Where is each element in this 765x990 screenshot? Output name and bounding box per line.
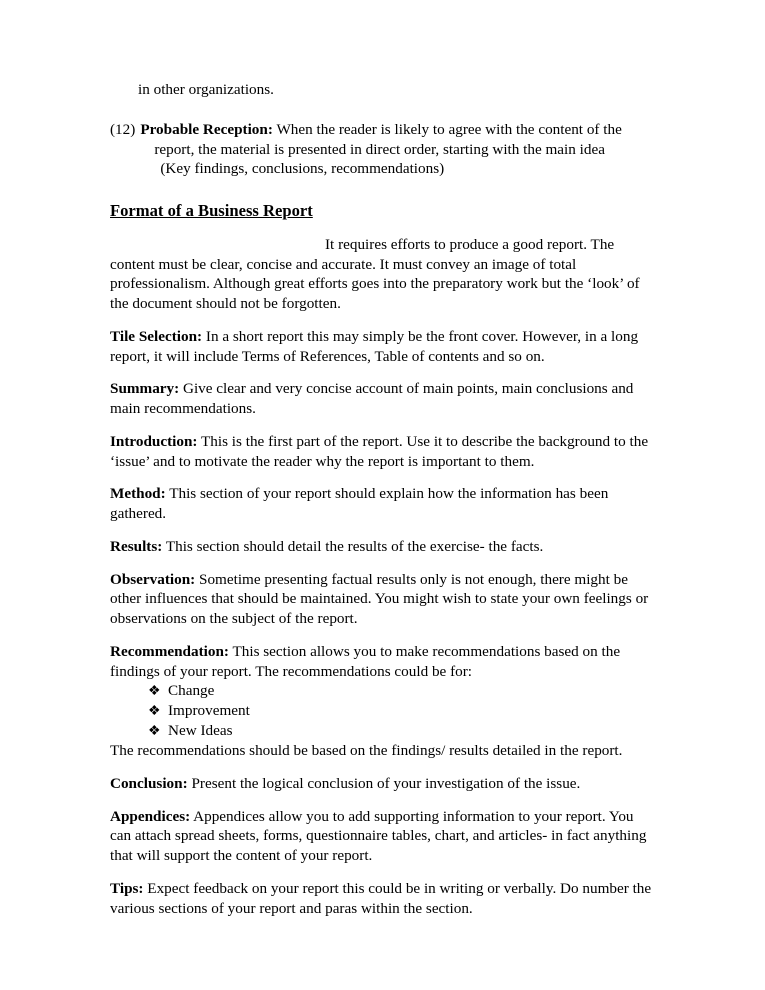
numbered-item-line2: report, the material is presented in direct order, starting with the main idea [154,140,605,158]
entry-text: Appendices allow you to add supporting information to your report. You can attach spread sheets, forms, questionnaire tables, chart, and articles- in fact anything that will support the content of your report. [110,807,647,865]
entry-term: Introduction: [110,432,198,450]
numbered-item-line3: (Key findings, conclusions, recommendations) [160,160,445,178]
entry-term: Method: [110,485,166,503]
entry-text: Sometime presenting factual results only is not enough, there might be other influences that should be maintained. You might wish to state your own feelings or observations on the subject of the report. [110,570,649,628]
entry-text: Give clear and very concise account of main points, main conclusions and main recommendations. [110,380,634,418]
entry-term: Summary: [110,380,180,398]
list-item [148,701,655,721]
list-item-label: New Ideas [168,722,233,740]
entry-term: Appendices: [110,807,191,825]
entry-term: Tile Selection: [110,327,203,345]
list-item-label: Improvement [168,702,250,720]
entry-text: Expect feedback on your report this could be in writing or verbally. Do number the various sections of your report and paras within the section. [110,879,652,917]
entry-method [110,484,655,524]
diamond-bullet-icon: ❖ [148,704,161,720]
entry-text: This section allows you to make recommendations based on the findings of your report. The recommendations could be for: [110,642,621,680]
entry-text: This is the first part of the report. Use it to describe the background to the ‘issue’ and to motivate the reader why the report is important to them. [110,432,649,470]
entry-summary [110,379,655,419]
numbered-item-12 [110,120,655,179]
recommendation-bullet-list [110,681,655,741]
list-item-label: Change [168,682,215,700]
entry-appendices [110,807,655,866]
entry-recommendation [110,642,655,682]
entry-term: Observation: [110,570,196,588]
entry-conclusion [110,774,655,794]
entry-introduction [110,432,655,472]
diamond-bullet-icon: ❖ [148,724,161,740]
entry-term: Conclusion: [110,774,188,792]
entry-tile-selection [110,327,655,367]
numbered-item-line1: When the reader is likely to agree with the content of the [272,120,622,138]
continuation-fragment: in other organizations. [138,81,274,98]
entry-text: This section should detail the results of the exercise- the facts. [162,537,544,555]
entry-term: Results: [110,537,163,555]
entry-tips [110,879,655,919]
entry-term: Tips: [110,879,144,897]
diamond-bullet-icon: ❖ [148,684,161,700]
list-item [148,681,655,701]
list-item [148,721,655,741]
intro-paragraph: It requires efforts to produce a good report. The content must be clear, concise and accurate. It must convey an image of total professionalism. Although great efforts goes into the preparatory work but the ‘look’ of the document should not be forgotten. [110,235,640,313]
document-body [110,80,655,918]
entry-text: In a short report this may simply be the front cover. However, in a long report, it will include Terms of References, Table of contents and so on. [110,327,639,365]
numbered-item-number: (12) [110,120,136,138]
entry-text: Present the logical conclusion of your investigation of the issue. [187,774,581,792]
entry-observation [110,570,655,629]
entry-text: This section of your report should explain how the information has been gathered. [110,485,609,523]
section-heading: Format of a Business Report [110,201,313,220]
numbered-item-text [140,120,655,179]
entry-term: Recommendation: [110,642,229,660]
entry-results [110,537,655,557]
numbered-item-term: Probable Reception: [140,120,273,138]
recommendation-closing-line: The recommendations should be based on the findings/ results detailed in the report. [110,742,623,760]
